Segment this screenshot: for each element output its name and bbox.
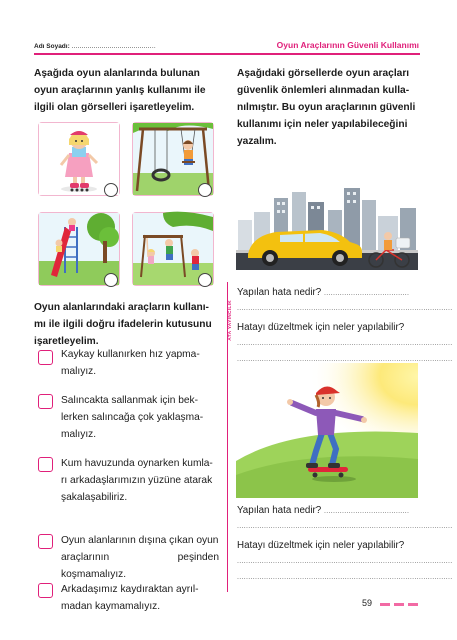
statement-item: Kum havuzunda oynarken kumla- rı arkadaşlarımızın yüzüne atarak şakalaşabiliriz. [34,468,220,526]
question-mistake-1: Yapılan hata nedir? ...................................... [237,287,410,298]
right-intro: Aşağıdaki görsellerde oyun araçları güvenlik önlemleri alınmadan kulla- nılmıştır. Bu oyun araçlarının güvenli kullanımı için neler yapılabileceğini yazalım. [237,68,416,147]
checkbox-1[interactable] [38,350,53,365]
answer-line-1c[interactable]: ................................................................................................ [237,356,453,363]
checkbox-5[interactable] [38,583,53,598]
answer-line-2a[interactable]: ................................................................................................ [237,523,453,530]
left-section2-intro: Oyun alanlarındaki araçların kullanı- mı ile ilgili doğru ifadelerin kutusunu işaretleyelim. [34,302,212,347]
footer-bar [394,603,404,606]
page-number: 59 [362,598,373,608]
statement-item: Arkadaşımız kaydıraktan ayrıl- madan kaymamalıyız. [34,564,220,604]
answer-line-1b[interactable]: ................................................................................................ [237,340,453,347]
answer-line-2b[interactable]: ................................................................................................ [237,558,453,565]
page-title: Oyun Araçlarının Güvenli Kullanımı [276,40,419,50]
mark-circle-3[interactable] [104,273,118,287]
checkbox-4[interactable] [38,534,53,549]
mark-circle-4[interactable] [198,273,212,287]
statement-list [34,346,220,612]
statement-item: Kaykay kullanırken hız yapma- malıyız. [34,346,220,406]
mark-circle-1[interactable] [104,183,118,197]
statement-item: Salıncakta sallanmak için bek- lerken salıncağa çok yaklaşma- malıyız. [34,406,220,468]
answer-line-1a[interactable]: ................................................................................................ [237,305,453,312]
question-fix-2: Hatayı düzeltmek için neler yapılabilir? [237,540,405,551]
footer-bar [408,603,418,606]
question-fix-1: Hatayı düzeltmek için neler yapılabilir? [237,322,405,333]
checkbox-2[interactable] [38,394,53,409]
publisher-label: ATA YAYINCILIK [228,300,233,341]
footer-bar [380,603,390,606]
checkbox-3[interactable] [38,457,53,472]
image-city-street [236,180,418,270]
answer-line-2c[interactable]: ................................................................................................ [237,574,453,581]
name-dots: .......................................... [71,43,156,50]
name-label: Adı Soyadı: .......................................... [34,43,156,50]
header-divider [34,53,420,55]
question-mistake-2: Yapılan hata nedir? ...................................... [237,505,410,516]
statement-item: Oyun alanlarının dışına çıkan oyun araçlarının peşinden koşmamalıyız. [34,526,220,564]
mark-circle-2[interactable] [198,183,212,197]
left-intro: Aşağıda oyun alanlarında bulunan oyun araçlarının yanlış kullanımı ile ilgili olan görselleri işaretleyelim. [34,68,206,113]
image-skateboard [236,363,418,498]
